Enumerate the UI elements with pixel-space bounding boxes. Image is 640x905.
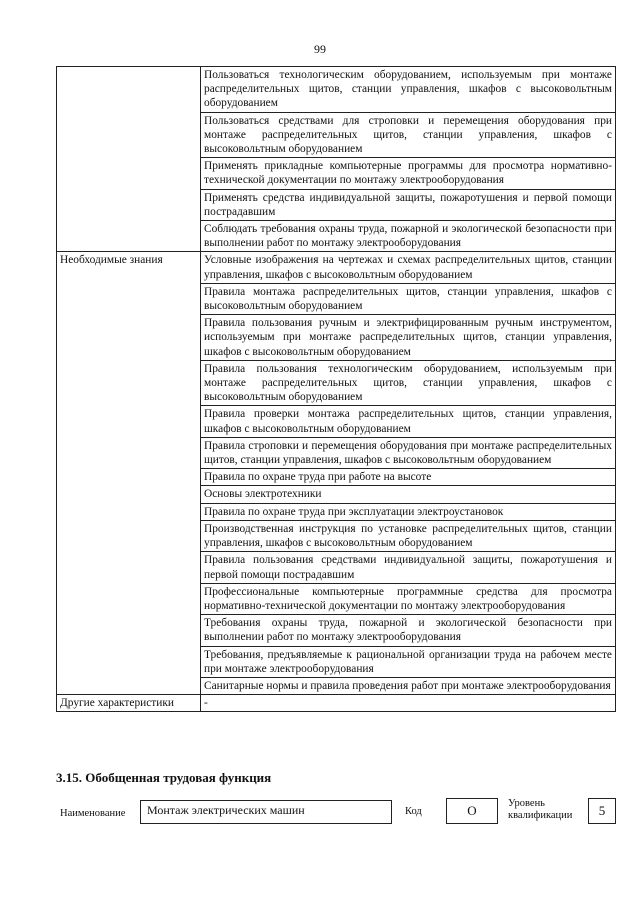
- row-text: Правила по охране труда при работе на высоте: [201, 469, 616, 486]
- row-text: Требования охраны труда, пожарной и экологической безопасности при выполнении работ по монтажу электрооборудования: [201, 615, 616, 646]
- row-text: Правила проверки монтажа распределительных щитов, станции управления, шкафов с высоковольтным оборудованием: [201, 406, 616, 437]
- code-value-field: О: [446, 798, 498, 824]
- name-value-field: Монтаж электрических машин: [140, 800, 392, 824]
- table-row: [57, 67, 616, 113]
- page-number: 99: [314, 42, 326, 56]
- row-text: Правила по охране труда при эксплуатации электроустановок: [201, 503, 616, 520]
- row-text: -: [201, 695, 616, 712]
- row-text: Производственная инструкция по установке распределительных щитов, станции управления, шкафов с высоковольтным оборудованием: [201, 520, 616, 551]
- row-text: Пользоваться средствами для строповки и перемещения оборудования при монтаже распределительных щитов, станции управления, шкафов с высоковольтным оборудованием: [201, 112, 616, 158]
- row-text: Правила пользования средствами индивидуальной защиты, пожаротушения и первой помощи пострадавшим: [201, 552, 616, 583]
- row-text: Санитарные нормы и правила проведения работ при монтаже электрооборудования: [201, 677, 616, 694]
- row-group-label: Другие характеристики: [57, 695, 201, 712]
- row-group-label: [57, 67, 201, 252]
- table-body: [57, 67, 616, 712]
- row-text: Условные изображения на чертежах и схемах распределительных щитов, станции управления, шкафов с высоковольтным оборудованием: [201, 252, 616, 283]
- row-text: Пользоваться технологическим оборудованием, используемым при монтаже распределительных щитов, станции управления, шкафов с высоковольтным оборудованием: [201, 67, 616, 113]
- skills-knowledge-table: [56, 66, 616, 712]
- row-text: Требования, предъявляемые к рациональной организации труда на рабочем месте при монтаже электрооборудования: [201, 646, 616, 677]
- row-text: Применять прикладные компьютерные программы для просмотра нормативно-технической документации по монтажу электрооборудования: [201, 158, 616, 189]
- row-text: Правила пользования ручным и электрифицированным ручным инструментом, используемым при монтаже распределительных щитов, станции управления, шкафов с высоковольтным оборудованием: [201, 315, 616, 361]
- section-title: 3.15. Обобщенная трудовая функция: [56, 770, 272, 785]
- row-text: Применять средства индивидуальной защиты, пожаротушения и первой помощи пострадавшим: [201, 189, 616, 220]
- row-text: Профессиональные компьютерные программные средства для просмотра нормативно-технической документации по монтажу электрооборудования: [201, 583, 616, 614]
- table-row: [57, 252, 616, 283]
- row-text: Правила пользования технологическим оборудованием, используемым при монтаже распределительных щитов, станции управления, шкафов с высоковольтным оборудованием: [201, 360, 616, 406]
- row-text: Соблюдать требования охраны труда, пожарной и экологической безопасности при выполнении работ по монтажу электрооборудования: [201, 221, 616, 252]
- row-text: Основы электротехники: [201, 486, 616, 503]
- qualification-level-label-line1: Уровень: [508, 798, 545, 809]
- code-label: Код: [405, 806, 422, 817]
- row-group-label: Необходимые знания: [57, 252, 201, 695]
- qualification-level-value: 5: [588, 798, 616, 824]
- qualification-level-label-line2: квалификации: [508, 810, 573, 821]
- name-label: Наименование: [60, 808, 126, 819]
- row-text: Правила строповки и перемещения оборудования при монтаже распределительных щитов, станции управления, шкафов с высоковольтным оборудованием: [201, 437, 616, 468]
- qualification-level-label: [508, 798, 572, 822]
- table-row: [57, 695, 616, 712]
- row-text: Правила монтажа распределительных щитов, станции управления, шкафов с высоковольтным оборудованием: [201, 283, 616, 314]
